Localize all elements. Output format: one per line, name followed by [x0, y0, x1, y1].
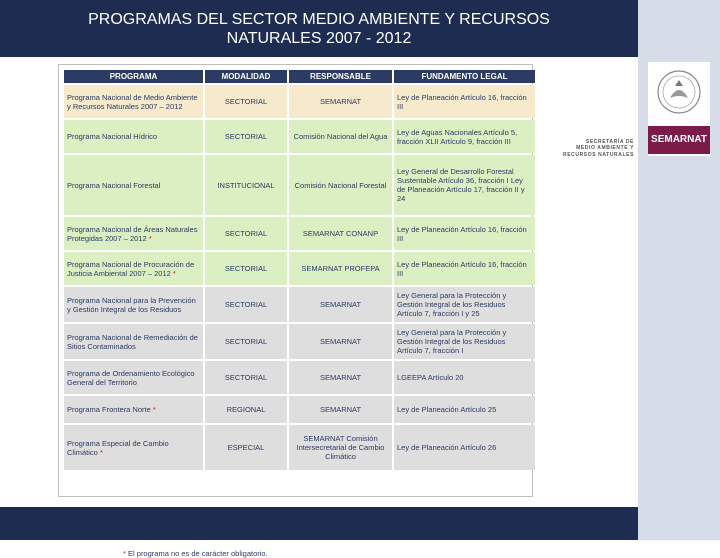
programs-table [62, 68, 537, 472]
cell-programa-text: Programa Especial de Cambio Climático [67, 438, 169, 457]
footer-bar [0, 507, 638, 540]
cell-responsable [289, 85, 392, 118]
header-modalidad: MODALIDAD [205, 70, 287, 83]
programs-table-panel [58, 64, 533, 558]
cell-modalidad-text: SECTORIAL [224, 132, 268, 141]
secretaria-line-2: MEDIO AMBIENTE Y [576, 145, 634, 152]
cell-fundamento [394, 361, 535, 394]
table-body [64, 85, 535, 470]
cell-responsable-text: SEMARNAT PROFEPA [301, 264, 380, 273]
cell-programa [64, 155, 203, 215]
cell-fundamento-text: Ley de Planeación Artículo 16, fracción III [397, 259, 527, 278]
cell-responsable-text: SEMARNAT [319, 300, 362, 309]
cell-responsable-text: Comisión Nacional del Agua [293, 132, 388, 141]
cell-responsable-text: SEMARNAT [319, 97, 362, 106]
cell-programa [64, 425, 203, 470]
cell-modalidad-text: SECTORIAL [224, 264, 268, 273]
cell-programa-text: Programa Nacional de Remediación de Sitios Contaminados [67, 332, 198, 351]
cell-responsable [289, 287, 392, 322]
cell-modalidad [205, 217, 287, 250]
secretaria-logotype [552, 139, 634, 158]
cell-fundamento [394, 155, 535, 215]
cell-fundamento [394, 252, 535, 285]
cell-fundamento-text: Ley de Planeación Artículo 16, fracción III [397, 224, 527, 243]
cell-programa-text: Programa de Ordenamiento Ecológico General del Territorio [67, 368, 195, 387]
cell-responsable-text: SEMARNAT Comisión Intersecretarial de Cambio Climático [296, 434, 385, 461]
cell-fundamento-text: Ley General para la Protección y Gestión Integral de los Residuos Artículo 7, fracción I y 25 [397, 291, 507, 318]
cell-modalidad [205, 120, 287, 153]
cell-programa-text: Programa Nacional de Áreas Naturales Protegidas 2007 – 2012 [67, 224, 198, 243]
cell-modalidad-text: SECTORIAL [224, 300, 268, 309]
cell-modalidad [205, 287, 287, 322]
cell-programa [64, 361, 203, 394]
cell-fundamento-text: Ley de Aguas Nacionales Artículo 5, fracción XLII Artículo 9, fracción III [397, 127, 518, 146]
cell-programa [64, 287, 203, 322]
cell-programa [64, 120, 203, 153]
cell-fundamento [394, 425, 535, 470]
cell-fundamento-text: Ley General para la Protección y Gestión Integral de los Residuos Artículo 7, fracción I [397, 328, 507, 355]
cell-fundamento [394, 120, 535, 153]
cell-modalidad-text: SECTORIAL [224, 229, 268, 238]
cell-programa-text: Programa Nacional para la Prevención y Gestión Integral de los Residuos [67, 295, 196, 314]
semarnat-logo-badge: SEMARNAT [648, 126, 710, 154]
table-row [64, 155, 535, 215]
cell-modalidad-text: INSTITUCIONAL [217, 180, 275, 190]
cell-responsable [289, 396, 392, 423]
optional-star: * [152, 405, 156, 414]
cell-modalidad-text: REGIONAL [226, 405, 266, 414]
cell-programa-text: Programa Nacional de Medio Ambiente y Recursos Naturales 2007 – 2012 [67, 92, 198, 111]
cell-programa-text: Programa Frontera Norte [67, 405, 151, 414]
cell-responsable-text: SEMARNAT CONANP [302, 229, 379, 238]
title-line-1: PROGRAMAS DEL SECTOR MEDIO AMBIENTE Y RECURSOS [88, 11, 550, 28]
table-row [64, 425, 535, 470]
header-programa: PROGRAMA [64, 70, 203, 83]
cell-fundamento [394, 287, 535, 322]
coat-of-arms-icon [655, 68, 703, 118]
cell-programa-text: Programa Nacional de Procuración de Justicia Ambiental 2007 – 2012 [67, 259, 195, 278]
cell-modalidad [205, 252, 287, 285]
secretaria-line-1: SECRETARÍA DE [585, 139, 634, 145]
cell-responsable [289, 155, 392, 215]
cell-fundamento-text: Ley de Planeación Artículo 26 [397, 443, 497, 452]
table-row [64, 396, 535, 423]
cell-programa-text: Programa Nacional Forestal [67, 180, 161, 190]
footnote-text: El programa no es de carácter obligatorio. [128, 549, 268, 558]
cell-responsable-text: SEMARNAT [319, 337, 362, 346]
cell-responsable-text: SEMARNAT [319, 405, 362, 414]
cell-responsable [289, 425, 392, 470]
table-row [64, 217, 535, 250]
table-row [64, 85, 535, 118]
table-row [64, 324, 535, 359]
cell-fundamento [394, 396, 535, 423]
cell-modalidad [205, 361, 287, 394]
cell-programa [64, 85, 203, 118]
cell-modalidad [205, 425, 287, 470]
cell-modalidad [205, 85, 287, 118]
cell-modalidad-text: SECTORIAL [224, 337, 268, 346]
cell-modalidad [205, 324, 287, 359]
cell-programa [64, 217, 203, 250]
cell-modalidad-text: SECTORIAL [224, 373, 268, 382]
footnote [123, 549, 268, 558]
footnote-star: * [123, 549, 126, 558]
cell-responsable [289, 120, 392, 153]
cell-fundamento-text: Ley de Planeación Artículo 16, fracción III [397, 92, 527, 111]
cell-responsable [289, 252, 392, 285]
table-header-row [64, 70, 535, 83]
table-row [64, 287, 535, 322]
cell-modalidad [205, 155, 287, 215]
cell-responsable-text: SEMARNAT [319, 373, 362, 382]
slide-title [0, 0, 638, 57]
cell-fundamento-text: Ley General de Desarrollo Forestal Sustentable Artículo 36, fracción I Ley de Planeación Artículo 17, fracción II y 24 [397, 167, 525, 203]
cell-programa [64, 324, 203, 359]
cell-modalidad [205, 396, 287, 423]
optional-star: * [99, 447, 103, 457]
cell-programa [64, 252, 203, 285]
table-row [64, 252, 535, 285]
cell-modalidad-text: ESPECIAL [227, 443, 265, 452]
cell-responsable [289, 217, 392, 250]
header-fundamento: FUNDAMENTO LEGAL [394, 70, 535, 83]
cell-programa-text: Programa Nacional Hídrico [67, 132, 158, 141]
header-responsable: RESPONSABLE [289, 70, 392, 83]
cell-responsable [289, 324, 392, 359]
cell-modalidad-text: SECTORIAL [224, 97, 268, 106]
cell-fundamento [394, 85, 535, 118]
table-row [64, 361, 535, 394]
cell-fundamento [394, 324, 535, 359]
cell-programa [64, 396, 203, 423]
optional-star: * [172, 268, 176, 278]
secretaria-line-3: RECURSOS NATURALES [563, 151, 634, 158]
cell-fundamento-text: LGEEPA Artículo 20 [397, 373, 464, 382]
table-row [64, 120, 535, 153]
cell-fundamento-text: Ley de Planeación Artículo 25 [397, 405, 497, 414]
cell-responsable-text: Comisión Nacional Forestal [294, 180, 387, 190]
optional-star: * [148, 233, 152, 243]
cell-fundamento [394, 217, 535, 250]
cell-responsable [289, 361, 392, 394]
title-line-2: NATURALES 2007 - 2012 [226, 30, 412, 47]
